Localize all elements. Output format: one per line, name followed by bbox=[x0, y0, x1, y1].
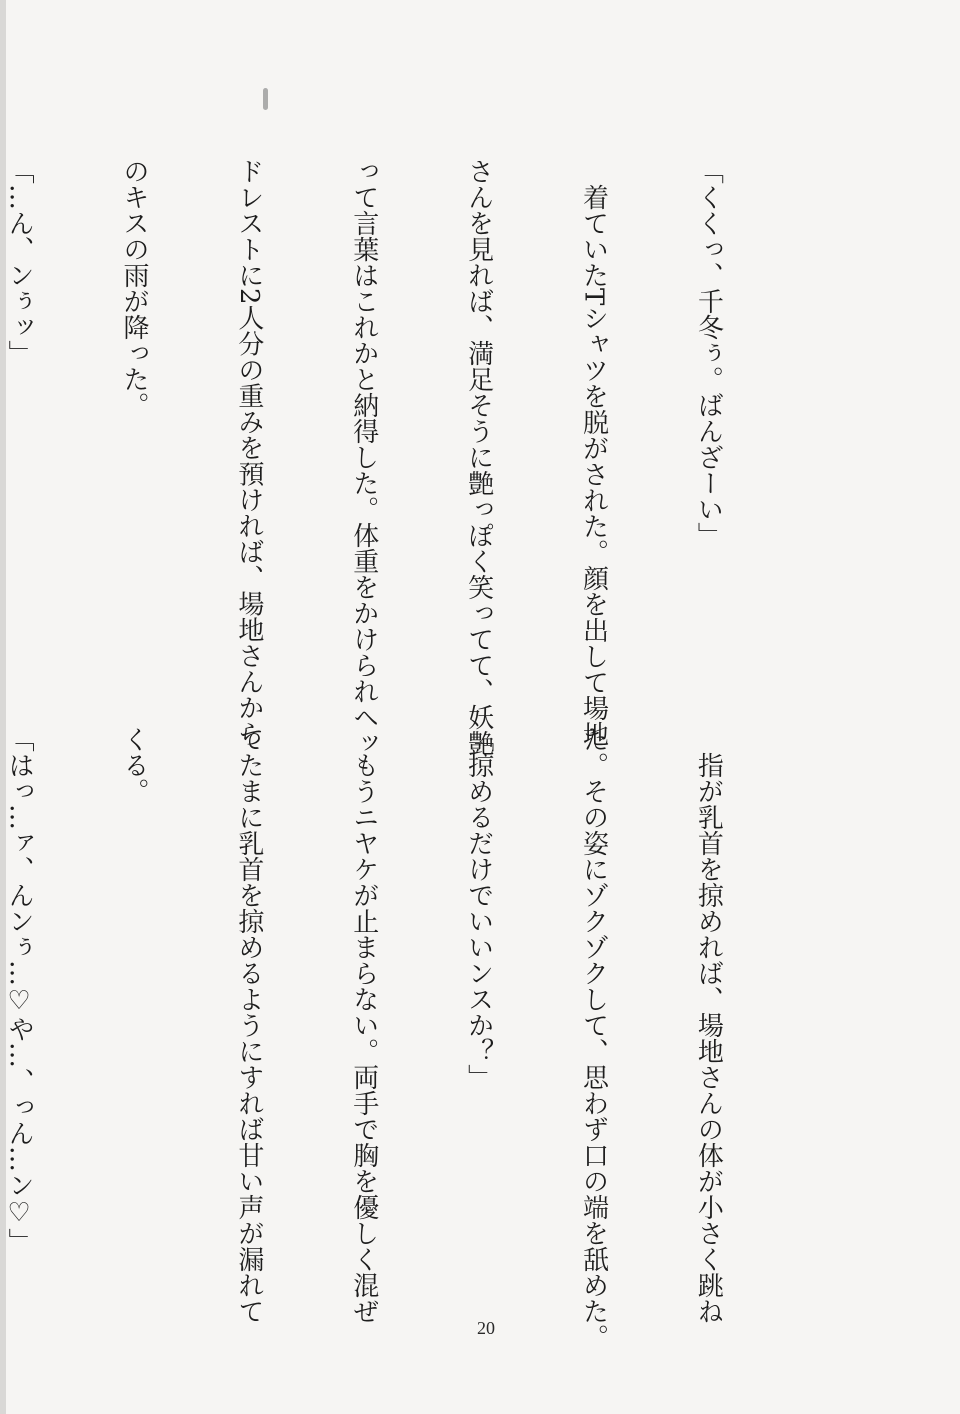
text-line: もうニヤケが止まらない。両手で胸を優しく混ぜ bbox=[348, 726, 379, 1324]
text-line: 「…ん、ンぅッ」 bbox=[4, 158, 35, 366]
text-line: 着ていたTシャツを脱がされた。顔を出して場地 bbox=[578, 158, 609, 748]
upper-text-block bbox=[0, 158, 804, 756]
text-line: た。その姿にゾクゾクして、思わず口の端を舐めた。 bbox=[578, 726, 609, 1350]
text-line: 指が乳首を掠めれば、場地さんの体が小さく跳ね bbox=[693, 726, 724, 1324]
text-line: のキスの雨が降った。 bbox=[118, 158, 149, 418]
text-line: てたまに乳首を掠めるようにすれば甘い声が漏れて bbox=[233, 726, 264, 1324]
text-line: 「掠めるだけでいいンスか？」 bbox=[463, 726, 494, 1090]
text-line: って言葉はこれかと納得した。体重をかけられヘッ bbox=[348, 158, 379, 756]
text-line: 「はっ…ァ、んンぅ…♡や…、っん…ン♡」 bbox=[4, 726, 35, 1254]
text-line: さんを見れば、満足そうに艶っぽく笑ってて、妖艶 bbox=[463, 158, 494, 756]
text-line: ドレストに2人分の重みを預ければ、場地さんから bbox=[233, 158, 264, 747]
text-line: くる。 bbox=[118, 726, 149, 804]
text-line: 「くくっ、千冬ぅ。ばんざーい」 bbox=[693, 158, 724, 548]
print-speck bbox=[263, 88, 268, 110]
page-number: 20 bbox=[477, 1318, 495, 1338]
